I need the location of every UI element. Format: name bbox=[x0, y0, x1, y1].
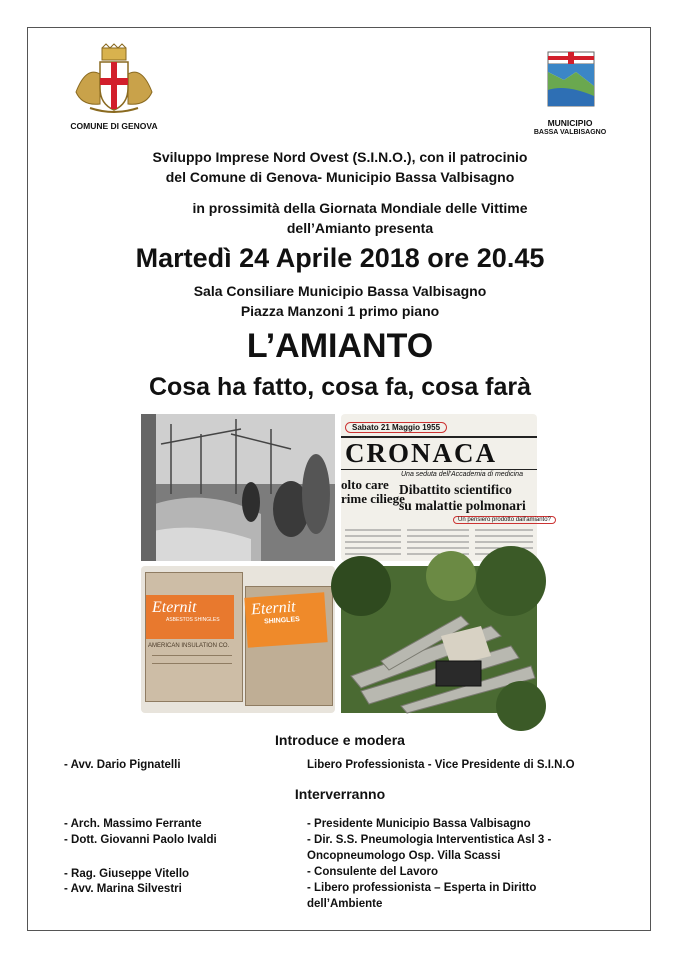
box-left-rule-2 bbox=[152, 663, 232, 664]
newspaper-note: Un pensiero prodotto dall'amianto? bbox=[453, 516, 556, 524]
venue-line-2: Piazza Manzoni 1 primo piano bbox=[240, 303, 440, 319]
speaker-name-1: - Arch. Massimo Ferrante bbox=[64, 818, 202, 830]
box-right-label bbox=[244, 592, 327, 647]
venue-line-1: Sala Consiliare Municipio Bassa Valbisagno bbox=[193, 283, 487, 299]
newspaper-small-head: Una seduta dell'Accademia di medicina bbox=[401, 471, 523, 478]
newspaper-masthead: CRONACA bbox=[345, 438, 497, 468]
speaker-role-1: - Presidente Municipio Bassa Valbisagno bbox=[307, 818, 531, 830]
intro-line-3: in prossimità della Giornata Mondiale delle Vittime bbox=[192, 200, 528, 216]
newspaper-left-line2: rime ciliege bbox=[341, 491, 405, 506]
speaker-role-3: - Consulente del Lavoro bbox=[307, 866, 438, 878]
speaker-name-3: - Rag. Giuseppe Vitello bbox=[64, 868, 190, 880]
speaker-role-2-cont: Oncopneumologo Osp. Villa Scassi bbox=[307, 850, 501, 862]
venue-block bbox=[60, 281, 620, 321]
event-date: Martedì 24 Aprile 2018 ore 20.45 bbox=[135, 243, 545, 273]
newspaper-headline-1: Dibattito scientifico bbox=[399, 482, 512, 497]
moderator-heading: Introduce e modera bbox=[275, 732, 405, 748]
municipio-caption-line1: MUNICIPIO bbox=[547, 118, 593, 128]
newspaper-left-head bbox=[341, 478, 405, 506]
intro-line-2: del Comune di Genova- Municipio Bassa Valbisagno bbox=[165, 169, 515, 185]
box-left-brand: Eternit bbox=[152, 599, 197, 616]
box-right-sub: SHINGLES bbox=[263, 616, 301, 626]
newspaper-headline bbox=[399, 482, 526, 514]
genova-coat-of-arms-logo bbox=[72, 44, 156, 114]
moderator-role: Libero Professionista - Vice Presidente di S.I.N.O bbox=[307, 759, 575, 771]
box-left bbox=[145, 572, 243, 702]
subtitle: Cosa ha fatto, cosa fa, cosa farà bbox=[148, 373, 532, 401]
speaker-name-4: - Avv. Marina Silvestri bbox=[64, 883, 182, 895]
box-left-sub: ASBESTOS SHINGLES bbox=[166, 617, 220, 623]
newspaper-left-line1: olto care bbox=[341, 477, 389, 492]
box-left-rule-1 bbox=[152, 655, 232, 656]
municipio-caption bbox=[510, 118, 630, 138]
eternit-boxes-photo bbox=[141, 566, 335, 713]
newspaper-rule-2 bbox=[341, 469, 537, 470]
intro-block bbox=[60, 147, 620, 187]
intro-line-4: dell’Amianto presenta bbox=[286, 220, 434, 236]
newspaper-date: Sabato 21 Maggio 1955 bbox=[345, 422, 447, 433]
newspaper-photo bbox=[341, 414, 551, 561]
comune-genova-caption: COMUNE DI GENOVA bbox=[70, 121, 158, 131]
speaker-role-4: - Libero professionista – Esperta in Diritto bbox=[307, 882, 537, 894]
intro-block-2 bbox=[120, 198, 600, 238]
dock-workers-photo bbox=[141, 414, 335, 561]
speaker-role-4-cont: dell’Ambiente bbox=[307, 898, 383, 910]
box-left-maker: AMERICAN INSULATION CO. bbox=[148, 643, 230, 649]
speaker-role-2: - Dir. S.S. Pneumologia Interventistica Asl 3 - bbox=[307, 834, 552, 846]
speaker-name-2: - Dott. Giovanni Paolo Ivaldi bbox=[64, 834, 217, 846]
box-right-brand: Eternit bbox=[250, 598, 297, 619]
box-right bbox=[245, 586, 333, 706]
main-title: L’AMIANTO bbox=[246, 327, 434, 365]
speakers-heading: Interverranno bbox=[294, 786, 386, 802]
moderator-name: - Avv. Dario Pignatelli bbox=[64, 759, 181, 771]
municipio-caption-line2: BASSA VALBISAGNO bbox=[533, 129, 607, 136]
box-left-label bbox=[146, 595, 234, 639]
newspaper-headline-2: su malattie polmonari bbox=[399, 498, 526, 513]
intro-line-1: Sviluppo Imprese Nord Ovest (S.I.N.O.), con il patrocinio bbox=[152, 149, 528, 165]
asbestos-debris-photo bbox=[341, 566, 537, 713]
municipio-logo bbox=[546, 50, 596, 108]
